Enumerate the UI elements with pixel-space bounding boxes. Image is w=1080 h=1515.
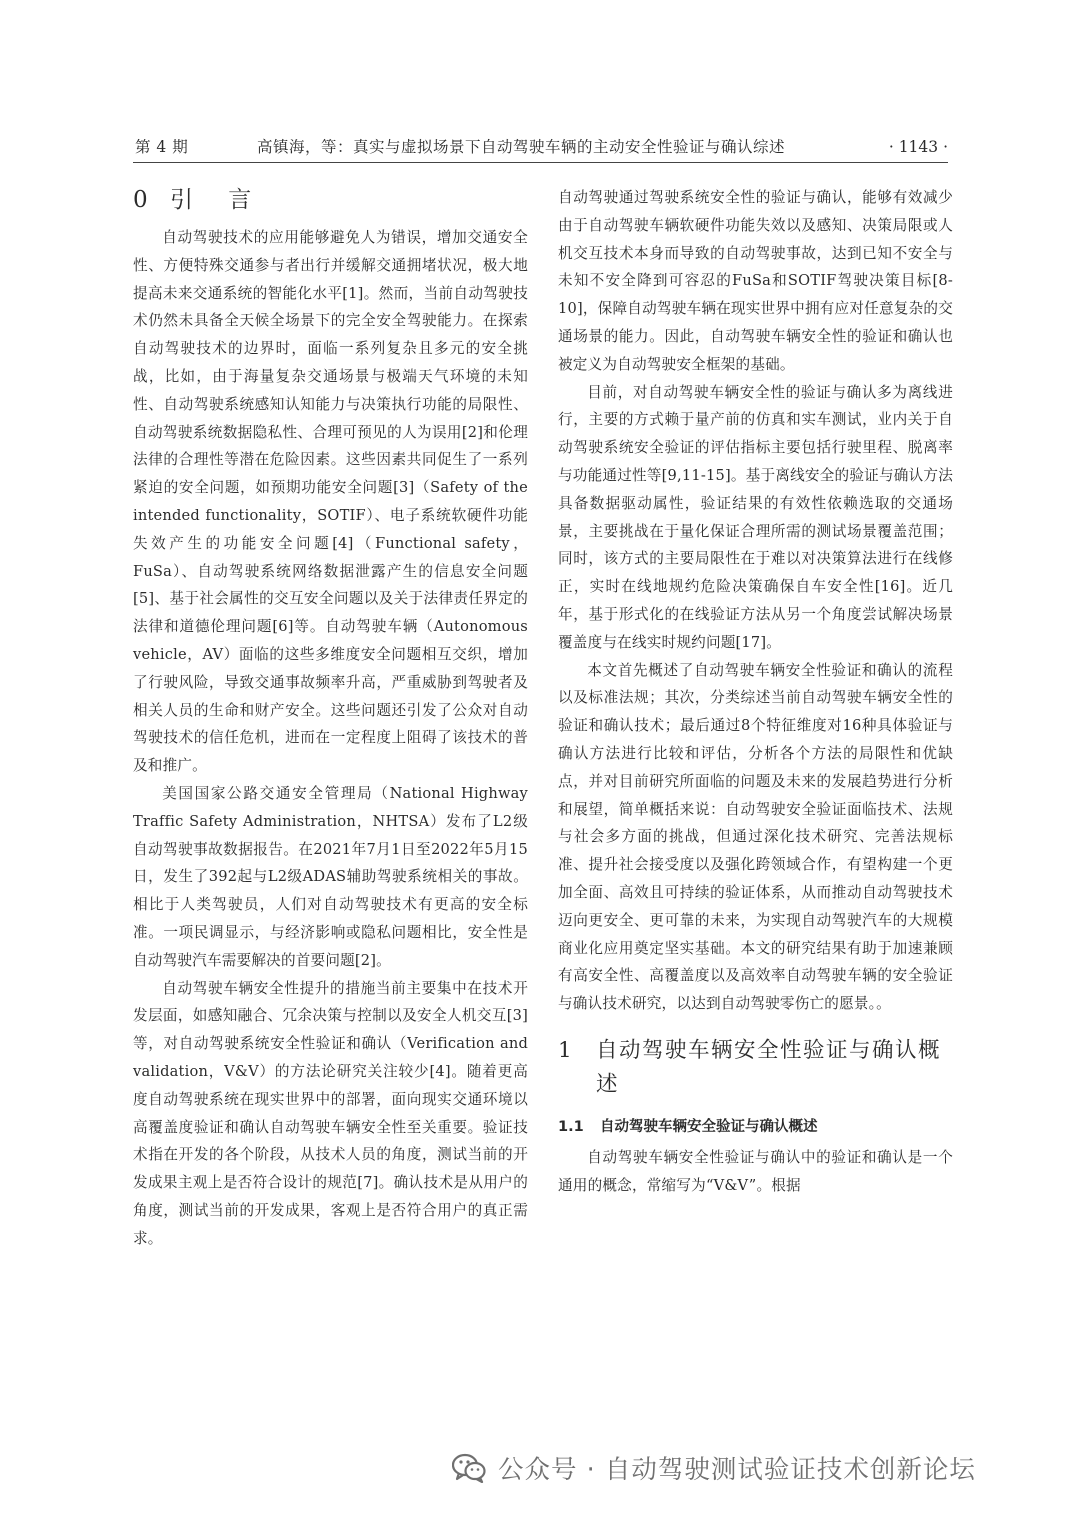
paragraph: 自动驾驶车辆安全性验证与确认中的验证和确认是一个通用的概念，常缩写为“V&V”。根据 bbox=[558, 1148, 953, 1194]
paragraph: 目前，对自动驾驶车辆安全性的验证与确认多为离线进行，主要的方式赖于量产前的仿真和实车测试，业内关于自动驾驶系统安全验证的评估指标主要包括行驶里程、脱离率与功能通过性等[9,11-15]。基于离线安全的验证与确认方法具备数据驱动属性，验证结果的有效性依赖选取的交通场景，主要挑战在于量化保证合理所需的测试场景覆盖范围；同时，该方式的主要局限性在于难以对决策算法进行在线修正，实时在线地规约危险决策确保自车安全性[16]。近几年，基于形式化的在线验证方法从另一个角度尝试解决场景覆盖度与在线实时规约问题[17]。 bbox=[558, 383, 953, 651]
section-0-number: 0 bbox=[133, 187, 148, 213]
section-0-title: 引 言 bbox=[170, 187, 266, 213]
section-0-heading bbox=[133, 184, 528, 216]
issue-number: 第 4 期 bbox=[135, 138, 189, 156]
subsection-1-1-heading bbox=[558, 1114, 953, 1140]
section-1-title: 自动驾驶车辆安全性验证与确认概述 bbox=[596, 1037, 942, 1097]
paragraph: 自动驾驶车辆安全性提升的措施当前主要集中在技术开发层面，如感知融合、冗余决策与控制以及安全人机交互[3]等，对自动驾驶系统安全性验证和确认（Verification and validation，V&V）的方法论研究关注较少[4]。随着更高度自动驾驶系统在现实世界中的部署，面向现实交通环境以高覆盖度验证和确认自动驾驶车辆安全性至关重要。验证技术指在开发的各个阶段，从技术人员的角度，测试当前的开发成果主观上是否符合设计的规范[7]。确认技术是从用户的角度，测试当前的开发成果，客观上是否符合用户的真正需求。 bbox=[133, 979, 528, 1247]
paragraph: 本文首先概述了自动驾驶车辆安全性验证和确认的流程以及标准法规；其次，分类综述当前自动驾驶车辆安全性的验证和确认技术；最后通过8个特征维度对16种具体验证与确认方法进行比较和评估，分析各个方法的局限性和优缺点，并对目前研究所面临的问题及未来的发展趋势进行分析和展望，简单概括来说：自动驾驶安全验证面临技术、法规与社会多方面的挑战，但通过深化技术研究、完善法规标准、提升社会接受度以及强化跨领域合作，有望构建一个更加全面、高效且可持续的验证体系，从而推动自动驾驶技术迈向更安全、更可靠的未来，为实现自动驾驶汽车的大规模商业化应用奠定坚实基础。本文的研究结果有助于加速兼顾有高安全性、高覆盖度以及高效率自动驾驶车辆的安全验证与确认技术研究，以达到自动驾驶零伤亡的愿景。。 bbox=[558, 661, 953, 1013]
right-column bbox=[558, 184, 953, 1200]
section-1-number: 1 bbox=[558, 1037, 572, 1063]
watermark-text: 公众号 · 自动驾驶测试验证技术创新论坛 bbox=[498, 1455, 976, 1485]
running-title: 高镇海，等：真实与虚拟场景下自动驾驶车辆的主动安全性验证与确认综述 bbox=[257, 138, 786, 156]
running-header bbox=[133, 132, 948, 163]
page-number: · 1143 · bbox=[888, 138, 948, 156]
paragraph: 美国国家公路交通安全管理局（National Highway Traffic Safety Administration，NHTSA）发布了L2级自动驾驶事故数据报告。在2021年7月1日至2022年5月15日，发生了392起与L2级ADAS辅助驾驶系统相关的事故。相比于人类驾驶员，人们对自动驾驶技术有更高的安全标准。一项民调显示，与经济影响或隐私问题相比，安全性是自动驾驶汽车需要解决的首要问题[2]。 bbox=[133, 784, 528, 969]
paragraph: 自动驾驶通过驾驶系统安全性的验证与确认，能够有效减少由于自动驾驶车辆软硬件功能失效以及感知、决策局限或人机交互技术本身而导致的自动驾驶事故，达到已知不安全与未知不安全降到可容忍的FuSa和SOTIF驾驶决策目标[8-10]，保障自动驾驶车辆在现实世界中拥有应对任意复杂的交通场景的能力。因此，自动驾驶车辆安全性的验证和确认也被定义为自动驾驶安全框架的基础。 bbox=[558, 189, 953, 373]
left-column bbox=[133, 184, 528, 1252]
paragraph: 自动驾驶技术的应用能够避免人为错误，增加交通安全性、方便特殊交通参与者出行并缓解交通拥堵状况，极大地提高未来交通系统的智能化水平[1]。然而，当前自动驾驶技术仍然未具备全天候全场景下的完全安全驾驶能力。在探索自动驾驶技术的边界时，面临一系列复杂且多元的安全挑战，比如，由于海量复杂交通场景与极端天气环境的未知性、自动驾驶系统感知认知能力与决策执行功能的局限性、自动驾驶系统数据隐私性、合理可预见的人为误用[2]和伦理法律的合理性等潜在危险因素。这些因素共同促生了一系列紧迫的安全问题，如预期功能安全问题[3]（Safety of the intended functionality，SOTIF）、电子系统软硬件功能失效产生的功能安全问题[4]（Functional safety，FuSa）、自动驾驶系统网络数据泄露产生的信息安全问题[5]、基于社会属性的交互安全问题以及关于法律责任界定的法律和道德伦理问题[6]等。自动驾驶车辆（Autonomous vehicle，AV）面临的这些多维度安全问题相互交织，增加了行驶风险，导致交通事故频率升高，严重威胁到驾驶者及相关人员的生命和财产安全。这些问题还引发了公众对自动驾驶技术的信任危机，进而在一定程度上阻碍了该技术的普及和推广。 bbox=[133, 229, 528, 775]
wechat-icon bbox=[452, 1453, 486, 1483]
subsection-1-1-number: 1.1 bbox=[558, 1118, 584, 1135]
watermark bbox=[452, 1446, 976, 1490]
subsection-1-1-title: 自动驾驶车辆安全验证与确认概述 bbox=[600, 1118, 818, 1135]
section-1-heading bbox=[558, 1034, 953, 1102]
